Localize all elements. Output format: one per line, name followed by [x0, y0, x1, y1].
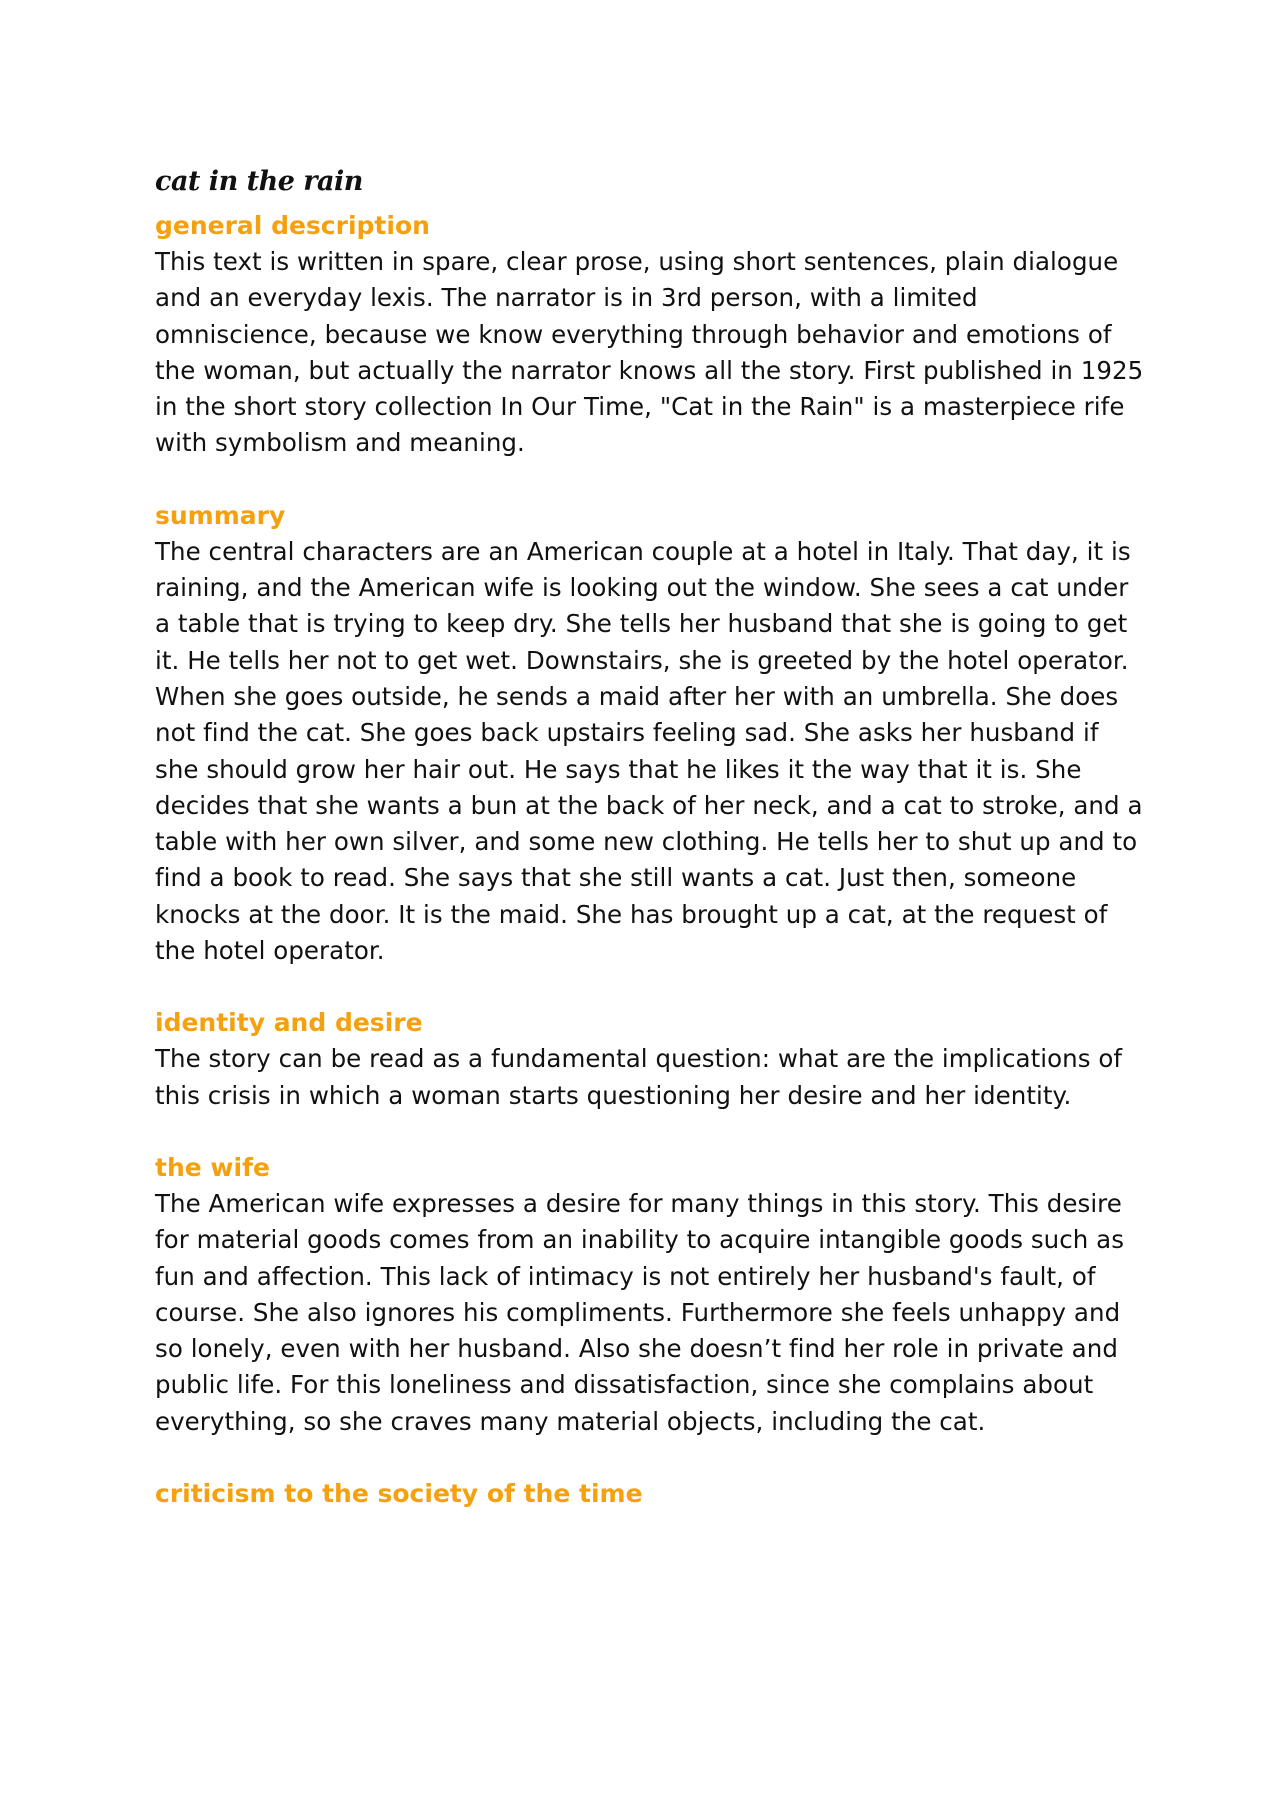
section-heading: summary — [155, 500, 286, 530]
section-heading: the wife — [155, 1152, 270, 1182]
section-heading: identity and desire — [155, 1008, 423, 1038]
section-body: This text is written in spare, clear prose, using short sentences, plain dialogue and an everyday lexis. The narrator is in 3rd person, with a limited omniscience, because we know everything through behavior and emotions of the woman, but actually the narrator knows all the story. First published in 1925 in the short story collection In Our Time, "Cat in the Rain" is a masterpiece rife with symbolism and meaning. — [155, 247, 1144, 458]
section-general-description — [155, 208, 1145, 462]
document-page — [155, 160, 1145, 1548]
document-title: cat in the rain — [155, 166, 363, 197]
section-body: The American wife expresses a desire for many things in this story. This desire for material goods comes from an inability to acquire intangible goods such as fun and affection. This lack of intimacy is not entirely her husband's fault, of course. She also ignores his compliments. Furthermore she feels unhappy and so lonely, even with her husband. Also she doesn’t find her role in private and public life. For this loneliness and dissatisfaction, since she complains about everything, so she craves many material objects, including the cat. — [155, 1188, 1125, 1436]
section-heading: criticism to the society of the time — [155, 1479, 643, 1509]
section-the-wife — [155, 1150, 1145, 1440]
section-body: The central characters are an American couple at a hotel in Italy. That day, it is raining, and the American wife is looking out the window. She sees a cat under a table that is trying to keep dry. She tells her husband that she is going to get it. He tells her not to get wet. Downstairs, she is greeted by the hotel operator. When she goes outside, he sends a maid after her with an umbrella. She does not find the cat. She goes back upstairs feeling sad. She asks her husband if she should grow her hair out. He says that he likes it the way that it is. She decides that she wants a bun at the back of her neck, and a cat to stroke, and a table with her own silver, and some new clothing. He tells her to shut up and to find a book to read. She says that she still wants a cat. Just then, someone knocks at the door. It is the maid. She has brought up a cat, at the request of the hotel operator. — [155, 536, 1143, 966]
section-body: The story can be read as a fundamental question: what are the implications of this crisis in which a woman starts questioning her desire and her identity. — [155, 1044, 1123, 1110]
section-heading: general description — [155, 211, 430, 240]
section-criticism — [155, 1476, 1145, 1512]
section-identity-and-desire — [155, 1005, 1145, 1114]
section-summary — [155, 498, 1145, 970]
